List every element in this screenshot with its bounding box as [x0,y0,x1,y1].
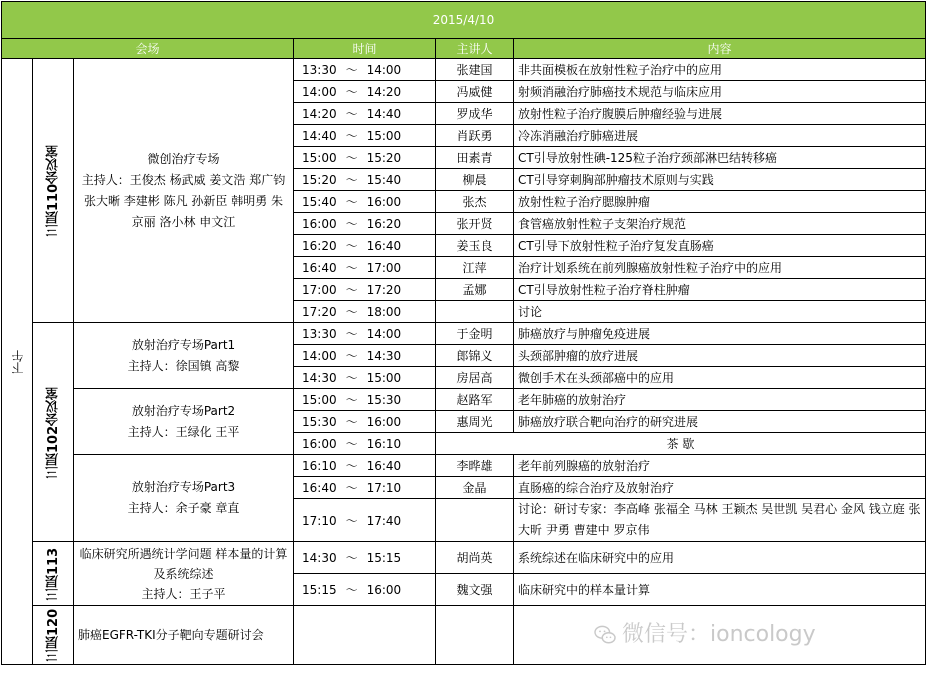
session-title: 放射治疗专场Part2 [131,403,236,418]
start-time: 16:40 [302,481,337,495]
content-cell: CT引导穿刺胸部肿瘤技术原则与实践 [514,169,926,191]
time-cell [294,125,436,147]
time-cell [294,191,436,213]
end-time: 17:00 [366,261,402,275]
speaker-cell: 李晔雄 [436,455,514,477]
end-time: 16:00 [366,415,402,429]
start-time: 17:20 [302,305,337,319]
time-separator: ～ [345,173,358,187]
time-separator: ～ [345,129,358,143]
time-separator: ～ [345,305,358,319]
content-cell: 食管癌放射性粒子支架治疗规范 [514,213,926,235]
content-cell: CT引导放射性碘-125粒子治疗颈部淋巴结转移癌 [514,147,926,169]
end-time: 17:40 [366,513,402,528]
content-cell: 非共面模板在放射性粒子治疗中的应用 [514,59,926,81]
start-time: 15:20 [302,173,337,187]
end-time: 15:15 [366,551,402,565]
start-time: 16:00 [302,217,337,231]
wechat-icon [594,625,616,645]
speaker-cell: 柳晨 [436,169,514,191]
table-row [2,455,926,477]
schedule-table [1,1,926,665]
time-cell [294,257,436,279]
session-title: 微创治疗专场 [147,151,220,166]
content-cell: 头颈部肿瘤的放疗进展 [514,345,926,367]
time-separator: ～ [345,459,358,473]
start-time: 17:00 [302,283,337,297]
end-time: 14:40 [366,107,402,121]
start-time: 13:30 [302,327,337,341]
time-cell [294,213,436,235]
time-cell [294,103,436,125]
time-separator: ～ [345,195,358,209]
speaker-cell: 张杰 [436,191,514,213]
session-title: 放射治疗专场Part1 [131,337,236,352]
content-cell: 冷冻消融治疗肺癌进展 [514,125,926,147]
room-label: 三层102会议室 [33,323,74,542]
content-cell: 讨论 [514,301,926,323]
time-separator: ～ [345,393,358,407]
room-label: 三层120 [33,606,74,665]
session-hosts: 主持人：王绿化 王平 [127,424,240,439]
session-cell [74,389,294,455]
session-cell [74,542,294,606]
header-time: 时间 [294,39,436,59]
start-time: 14:20 [302,107,337,121]
start-time: 16:20 [302,239,337,253]
content-cell: 射频消融治疗肺癌技术规范与临床应用 [514,81,926,103]
session-cell [74,455,294,542]
session-hosts: 主持人：徐国镇 高黎 [127,358,240,373]
time-separator: ～ [345,583,358,597]
speaker-cell: 田素青 [436,147,514,169]
table-row [2,59,926,81]
end-time: 18:00 [366,305,402,319]
start-time: 16:40 [302,261,337,275]
room-label: 三层113 [33,542,74,606]
time-separator: ～ [345,415,358,429]
time-cell [294,169,436,191]
content-cell: 放射性粒子治疗腹膜后肿瘤经验与进展 [514,103,926,125]
start-time: 15:30 [302,415,337,429]
speaker-cell: 冯威健 [436,81,514,103]
session-cell [74,323,294,389]
content-cell: 放射性粒子治疗腮腺肿瘤 [514,191,926,213]
schedule-date: 2015/4/10 [2,2,926,39]
end-time: 16:00 [366,583,402,597]
content-cell: CT引导放射性粒子治疗脊柱肿瘤 [514,279,926,301]
time-separator: ～ [345,85,358,99]
time-separator: ～ [345,239,358,253]
content-cell: CT引导下放射性粒子治疗复发直肠癌 [514,235,926,257]
start-time: 16:00 [302,437,337,451]
watermark-text: 微信号：ioncology [622,622,816,647]
period-label: 下午 [2,59,33,665]
session-hosts: 主持人：余子豪 章直 [127,501,240,515]
start-time: 16:10 [302,459,337,473]
time-cell [294,147,436,169]
time-separator: ～ [345,513,358,528]
header-venue: 会场 [2,39,294,59]
end-time: 16:40 [366,239,402,253]
session-hosts: 主持人：王俊杰 杨武威 姜文浩 郑广钧 张大晰 李建彬 陈凡 孙新臣 韩明勇 朱京丽 洛小林 申文江 [81,172,286,229]
content-cell: 老年前列腺癌的放射治疗 [514,455,926,477]
end-time: 17:20 [366,283,402,297]
start-time: 14:00 [302,85,337,99]
speaker-cell: 于金明 [436,323,514,345]
speaker-cell: 房居高 [436,367,514,389]
time-separator: ～ [345,107,358,121]
start-time: 17:10 [302,513,337,528]
speaker-cell: 罗成华 [436,103,514,125]
content-cell: 系统综述在临床研究中的应用 [514,542,926,574]
time-cell [294,367,436,389]
time-separator: ～ [345,349,358,363]
start-time: 13:30 [302,63,337,77]
room-label: 三层110会议室 [33,59,74,323]
time-cell [294,477,436,499]
time-cell [294,279,436,301]
end-time: 15:20 [366,151,402,165]
time-cell [294,433,436,455]
speaker-cell: 魏文强 [436,574,514,606]
time-cell [294,81,436,103]
empty-cell [436,606,514,665]
schedule-body [2,59,926,665]
speaker-cell: 惠周光 [436,411,514,433]
end-time: 16:20 [366,217,402,231]
break-label: 茶 歇 [436,433,926,455]
time-separator: ～ [345,283,358,297]
speaker-cell: 张建国 [436,59,514,81]
time-separator: ～ [345,371,358,385]
end-time: 15:00 [366,129,402,143]
content-cell: 直肠癌的综合治疗及放射治疗 [514,477,926,499]
end-time: 15:40 [366,173,402,187]
watermark [594,617,816,648]
time-separator: ～ [345,551,358,565]
table-row [2,542,926,574]
start-time: 14:30 [302,551,337,565]
table-row [2,389,926,411]
speaker-cell: 肖跃勇 [436,125,514,147]
time-separator: ～ [345,63,358,77]
content-cell: 微创手术在头颈部癌中的应用 [514,367,926,389]
content-cell: 肺癌放疗联合靶向治疗的研究进展 [514,411,926,433]
time-separator: ～ [345,217,358,231]
speaker-cell: 赵路军 [436,389,514,411]
speaker-cell: 姜玉良 [436,235,514,257]
speaker-cell [436,301,514,323]
end-time: 14:00 [366,63,402,77]
speaker-cell: 江萍 [436,257,514,279]
end-time: 14:00 [366,327,402,341]
end-time: 14:30 [366,349,402,363]
time-cell [294,345,436,367]
session-cell [74,59,294,323]
speaker-cell: 张开贤 [436,213,514,235]
content-cell: 临床研究中的样本量计算 [514,574,926,606]
time-separator: ～ [345,481,358,495]
time-cell [294,59,436,81]
time-cell [294,455,436,477]
start-time: 14:00 [302,349,337,363]
time-cell [294,323,436,345]
speaker-cell: 金晶 [436,477,514,499]
speaker-cell: 孟娜 [436,279,514,301]
header-content: 内容 [514,39,926,59]
time-separator: ～ [345,437,358,451]
end-time: 14:20 [366,85,402,99]
speaker-cell: 胡尚英 [436,542,514,574]
time-separator: ～ [345,151,358,165]
session-title: 临床研究所遇统计学问题 样本量的计算及系统综述 [79,546,288,581]
time-cell [294,499,436,542]
content-cell: 讨论：研讨专家：李高峰 张福全 马林 王颖杰 吴世凯 吴君心 金风 钱立庭 张大昕 尹勇 曹建中 罗京伟 [514,499,926,542]
session-hosts: 主持人：王子平 [141,586,226,601]
time-cell [294,411,436,433]
time-separator: ～ [345,327,358,341]
session-cell: 肺癌EGFR-TKI分子靶向专题研讨会 [74,606,294,665]
header-speaker: 主讲人 [436,39,514,59]
time-cell [294,389,436,411]
start-time: 15:40 [302,195,337,209]
start-time: 14:40 [302,129,337,143]
speaker-cell [436,499,514,542]
start-time: 14:30 [302,371,337,385]
time-cell [294,542,436,574]
time-cell [294,574,436,606]
content-cell: 老年肺癌的放射治疗 [514,389,926,411]
table-row [2,323,926,345]
speaker-cell: 郎锦义 [436,345,514,367]
time-cell [294,301,436,323]
end-time: 16:10 [366,437,402,451]
end-time: 16:00 [366,195,402,209]
content-cell: 治疗计划系统在前列腺癌放射性粒子治疗中的应用 [514,257,926,279]
time-cell [294,235,436,257]
end-time: 17:10 [366,481,402,495]
session-title: 放射治疗专场Part3 [131,480,236,494]
start-time: 15:15 [302,583,337,597]
empty-cell [294,606,436,665]
end-time: 16:40 [366,459,402,473]
time-separator: ～ [345,261,358,275]
start-time: 15:00 [302,393,337,407]
end-time: 15:30 [366,393,402,407]
content-cell: 肺癌放疗与肿瘤免疫进展 [514,323,926,345]
start-time: 15:00 [302,151,337,165]
end-time: 15:00 [366,371,402,385]
